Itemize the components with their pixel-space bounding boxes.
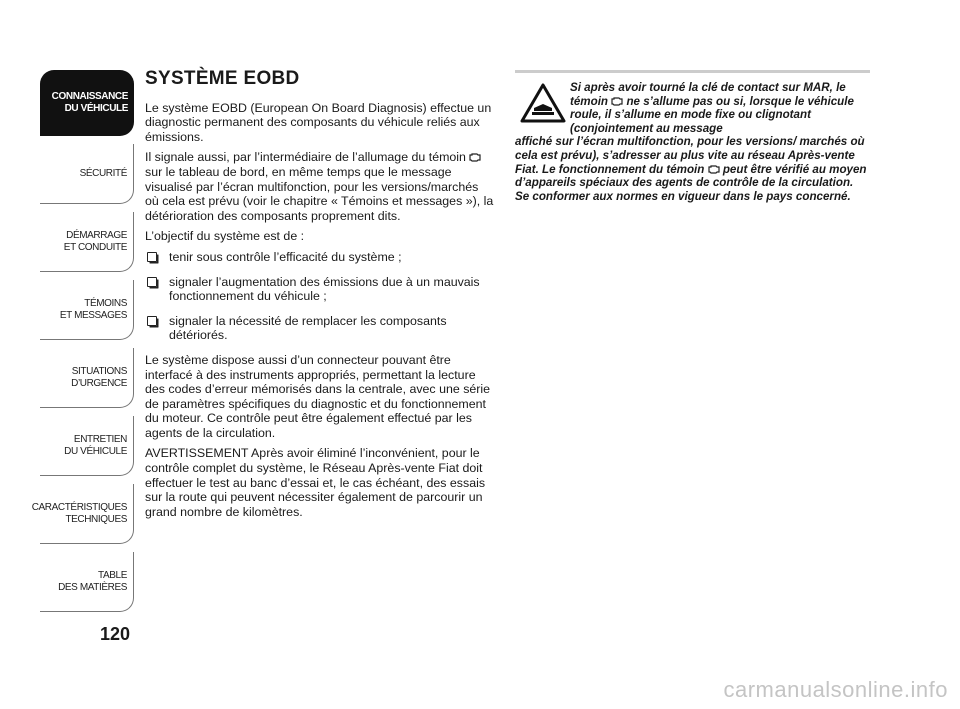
objective-list [145,250,495,343]
engine-warning-icon [708,164,720,174]
watermark: carmanualsonline.info [723,677,948,702]
page-title: SYSTÈME EOBD [145,68,300,89]
engine-warning-icon [611,96,623,106]
list-item [145,275,495,304]
warning-text-part1: Si après avoir tourné la clé de contact sur MAR, le témoin [570,81,846,108]
sidebar-tabs [31,70,134,620]
checkbox-bullet-icon [147,252,157,262]
warning-text [515,81,870,203]
warning-box [515,70,870,203]
warning-text-head [570,81,870,135]
tab-securite[interactable]: SÉCURITÉ [40,144,134,204]
warning-text-part4: peut être vérifié au moyen d’appareils spéciaux des agents de contrôle de la circulation. Se conformer aux normes en vigueur dans le pays concerné. [515,162,867,203]
paragraph-signal [145,150,495,223]
paragraph-intro: Le système EOBD (European On Board Diagnosis) effectue un diagnostic permanent des composants du véhicule reliés aux émissions. [145,100,492,144]
list-item-text: signaler la nécessité de remplacer les composants détériorés. [169,313,447,343]
paragraph-connector: Le système dispose aussi d’un connecteur pouvant être interfacé à des instruments appropriés, permettant la lecture des codes d’erreur mémorisés dans la centrale, avec une série de paramètres spécifiques du diagnostic et du fonctionnement du moteur. Ce contrôle peut être également effectué par les agents de la circulation. [145,352,491,440]
engine-warning-icon [469,152,481,162]
tab-situations-durgence[interactable]: SITUATIONS D’URGENCE [40,348,134,408]
page-number: 120 [100,624,131,644]
tab-connaissance-du-vehicule[interactable]: CONNAISSANCE DU VÉHICULE [40,70,134,136]
list-item-text: signaler l’augmentation des émissions due à un mauvais fonctionnement du véhicule ; [169,274,480,304]
list-item-text: tenir sous contrôle l’efficacité du système ; [169,249,402,264]
list-item [145,250,495,265]
warning-triangle-icon [520,83,566,123]
list-item [145,314,495,343]
paragraph-avertissement: AVERTISSEMENT Après avoir éliminé l’inconvénient, pour le contrôle complet du système, le Réseau Après-vente Fiat doit effectuer le test au banc d’essai et, le cas échéant, des essais sur la route qui peuvent nécessiter également de parcourir un grand nombre de kilomètres. [145,446,486,519]
tab-entretien-du-vehicule[interactable]: ENTRETIEN DU VÉHICULE [40,416,134,476]
checkbox-bullet-icon [147,316,157,326]
paragraph-signal-part1: Il signale aussi, par l’intermédiaire de l’allumage du témoin [145,150,466,165]
tab-temoins-et-messages[interactable]: TÉMOINS ET MESSAGES [40,280,134,340]
checkbox-bullet-icon [147,277,157,287]
warning-text-part3: affiché sur l’écran multifonction, pour les versions/ marchés où cela est prévu), s’adresser au plus vite au réseau Après-vente Fiat. Le fonctionnement du témoin [515,135,865,176]
warning-text-part2: ne s’allume pas ou si, lorsque le véhicule roule, il s’allume en mode fixe ou clignotant (conjointement au message [570,94,854,135]
tab-table-des-matieres[interactable]: TABLE DES MATIÈRES [40,552,134,612]
paragraph-signal-part2: sur le tableau de bord, en même temps que le message visualisé par l’écran multifonction, pour les versions/marchés où cela est prévu (voir le chapitre « Témoins et messages »), la détérioration des composants proprement dits. [145,164,494,223]
paragraph-objective: L’objectif du système est de : [145,229,305,244]
tab-caracteristiques-techniques[interactable]: CARACTÉRISTIQUES TECHNIQUES [40,484,134,544]
tab-demarrage-et-conduite[interactable]: DÉMARRAGE ET CONDUITE [40,212,134,272]
main-content [145,68,495,525]
